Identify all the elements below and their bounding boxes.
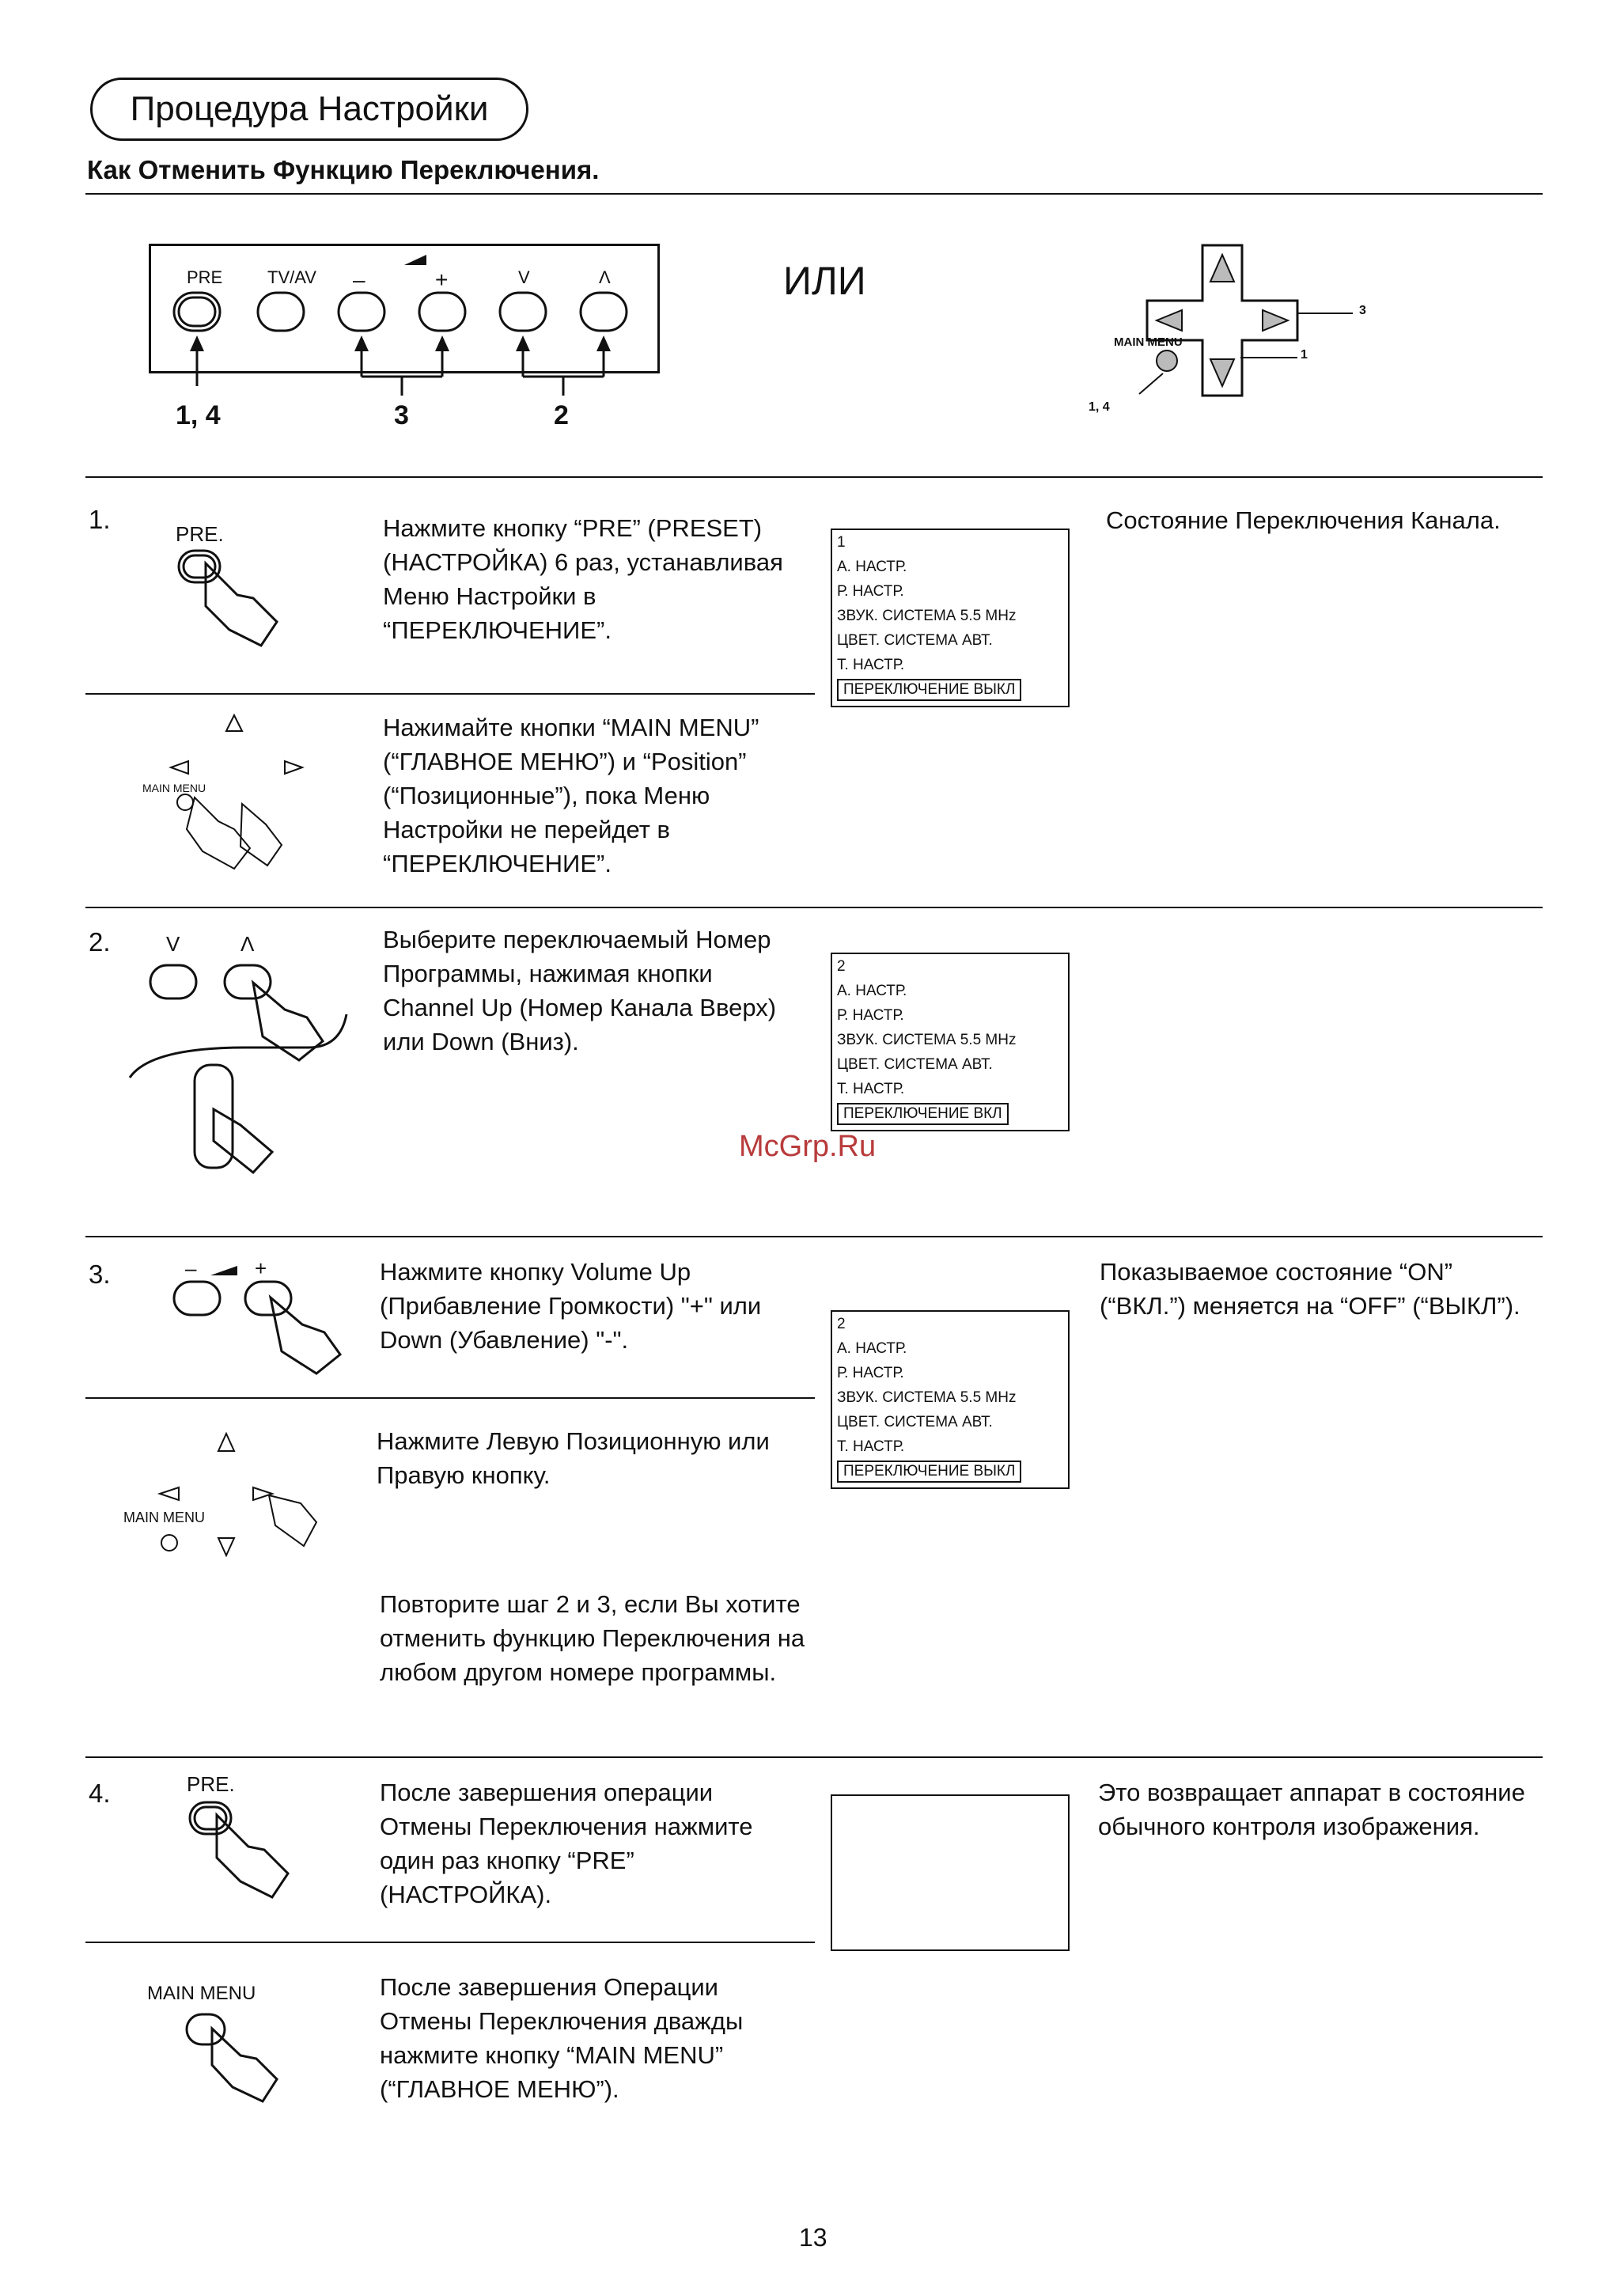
step-3-number: 3. [89, 1260, 111, 1289]
step-4-alt-text: После завершения Операции Отмены Переключения дважды нажмите кнопку “MAIN MENU” (“ГЛАВНОЕ МЕНЮ”). [380, 1973, 744, 2103]
step-3-alt-main-menu-label: MAIN MENU [123, 1510, 205, 1525]
menu-selected-item: ПЕРЕКЛЮЧЕНИЕ ВКЛ [837, 1103, 1009, 1125]
tv-menu-step-3 [831, 1310, 1070, 1489]
menu-line: ЦВЕТ. СИСТЕМА АВТ. [837, 1414, 993, 1430]
step-4-number: 4. [89, 1779, 111, 1808]
step-1-number: 1. [89, 505, 111, 534]
step-4-note: Это возвращает аппарат в состояние обычного контроля изображения. [1098, 1779, 1525, 1840]
divider-step-4 [85, 1756, 1543, 1758]
step-1-alt-main-menu-label: MAIN MENU [142, 782, 206, 794]
callout-2: 2 [554, 400, 569, 430]
menu-line: А. НАСТР. [837, 559, 907, 575]
menu-selected-item: ПЕРЕКЛЮЧЕНИЕ ВЫКЛ [837, 1461, 1021, 1483]
remote-dpad-diagram [1084, 237, 1392, 419]
step-3-subdivider [85, 1397, 815, 1399]
menu-line: Т. НАСТР. [837, 657, 905, 673]
header-divider [85, 193, 1543, 195]
step-2-number: 2. [89, 927, 111, 957]
tv-menu-step-1 [831, 529, 1070, 707]
panel-label-v: V [518, 267, 530, 287]
menu-channel: 2 [837, 958, 846, 975]
watermark: McGrp.Ru [739, 1130, 877, 1163]
step-4-text: После завершения операции Отмены Переключения нажмите один раз кнопку “PRE” (НАСТРОЙКА). [380, 1779, 753, 1908]
panel-label-up: Λ [599, 267, 611, 287]
step-3-label-minus: – [185, 1256, 197, 1280]
step-1-note: Состояние Переключения Канала. [1106, 506, 1501, 534]
step-2-label-up: Λ [240, 932, 255, 956]
menu-line: А. НАСТР. [837, 1340, 907, 1357]
step-4-alt-main-menu-label: MAIN MENU [147, 1983, 256, 2004]
page-title: Процедура Настройки [90, 78, 528, 141]
panel-label-minus: – [353, 267, 365, 292]
section-subtitle: Как Отменить Функцию Переключения. [87, 155, 600, 184]
page-number: 13 [799, 2223, 827, 2252]
remote-main-menu-label: MAIN MENU [1114, 335, 1183, 349]
step-1-text: Нажмите кнопку “PRE” (PRESET) (НАСТРОЙКА) 6 раз, устанавливая Меню Настройки в “ПЕРЕКЛЮЧЕНИЕ”. [383, 514, 783, 644]
divider-top [85, 476, 1543, 478]
step-1-alt-text: Нажимайте кнопки “MAIN MENU” (“ГЛАВНОЕ МЕНЮ”) и “Position” (“Позиционные”), пока Меню Настройки не перейдет в “ПЕРЕКЛЮЧЕНИЕ”. [383, 714, 759, 877]
menu-line: Р. НАСТР. [837, 1007, 904, 1024]
step-2-label-v: V [166, 932, 180, 956]
panel-label-tvav: TV/AV [267, 267, 316, 287]
step-4-subdivider [85, 1942, 815, 1943]
menu-line: Р. НАСТР. [837, 583, 904, 600]
menu-line: Т. НАСТР. [837, 1081, 905, 1097]
divider-step-2 [85, 907, 1543, 908]
menu-selected-item: ПЕРЕКЛЮЧЕНИЕ ВЫКЛ [837, 679, 1021, 701]
callout-1-4: 1, 4 [176, 400, 221, 430]
menu-line: Р. НАСТР. [837, 1365, 904, 1381]
tv-menu-step-2 [831, 953, 1070, 1131]
remote-callout-3: 3 [1359, 304, 1366, 317]
menu-channel: 2 [837, 1316, 846, 1332]
menu-line: ЗВУК. СИСТЕМА 5.5 MHz [837, 608, 1017, 624]
volume-buttons-icon [166, 1258, 356, 1377]
step-1-pre-label: PRE. [176, 522, 224, 546]
remote-callout-1: 1 [1301, 348, 1308, 362]
or-label: ИЛИ [783, 259, 866, 303]
menu-channel: 1 [837, 534, 846, 551]
hand-press-icon [184, 2010, 302, 2105]
channel-buttons-icon [127, 959, 364, 1180]
hand-press-icon [187, 1799, 337, 1902]
menu-line: А. НАСТР. [837, 983, 907, 999]
menu-line: Т. НАСТР. [837, 1438, 905, 1455]
hand-press-icon [174, 546, 324, 649]
step-3-note: Показываемое состояние “ON” (“ВКЛ.”) меняется на “OFF” (“ВЫКЛ”). [1100, 1258, 1520, 1320]
remote-left-right-icon [119, 1424, 356, 1567]
menu-line: ЦВЕТ. СИСТЕМА АВТ. [837, 1056, 993, 1073]
step-3-text: Нажмите кнопку Volume Up (Прибавление Громкости) "+" или Down (Убавление) "-". [380, 1258, 762, 1354]
tv-screen-blank [831, 1794, 1070, 1951]
divider-step-3 [85, 1236, 1543, 1237]
step-3-label-plus: + [255, 1256, 267, 1280]
step-2-text: Выберите переключаемый Номер Программы, нажимая кнопки Channel Up (Номер Канала Вверх) или Down (Вниз). [383, 926, 777, 1055]
panel-label-plus: + [435, 267, 449, 292]
step-3-repeat-text: Повторите шаг 2 и 3, если Вы хотите отменить функцию Переключения на любом другом номере программы. [380, 1590, 805, 1686]
menu-line: ЗВУК. СИСТЕМА 5.5 MHz [837, 1032, 1017, 1048]
callout-3: 3 [394, 400, 409, 430]
step-4-pre-label: PRE. [187, 1772, 235, 1796]
step-1-subdivider [85, 693, 815, 695]
menu-line: ЦВЕТ. СИСТЕМА АВТ. [837, 632, 993, 649]
menu-line: ЗВУК. СИСТЕМА 5.5 MHz [837, 1389, 1017, 1406]
remote-callout-1-4: 1, 4 [1089, 400, 1110, 414]
panel-label-pre: PRE [187, 267, 223, 287]
step-3-alt-text: Нажмите Левую Позиционную или Правую кнопку. [377, 1427, 770, 1489]
